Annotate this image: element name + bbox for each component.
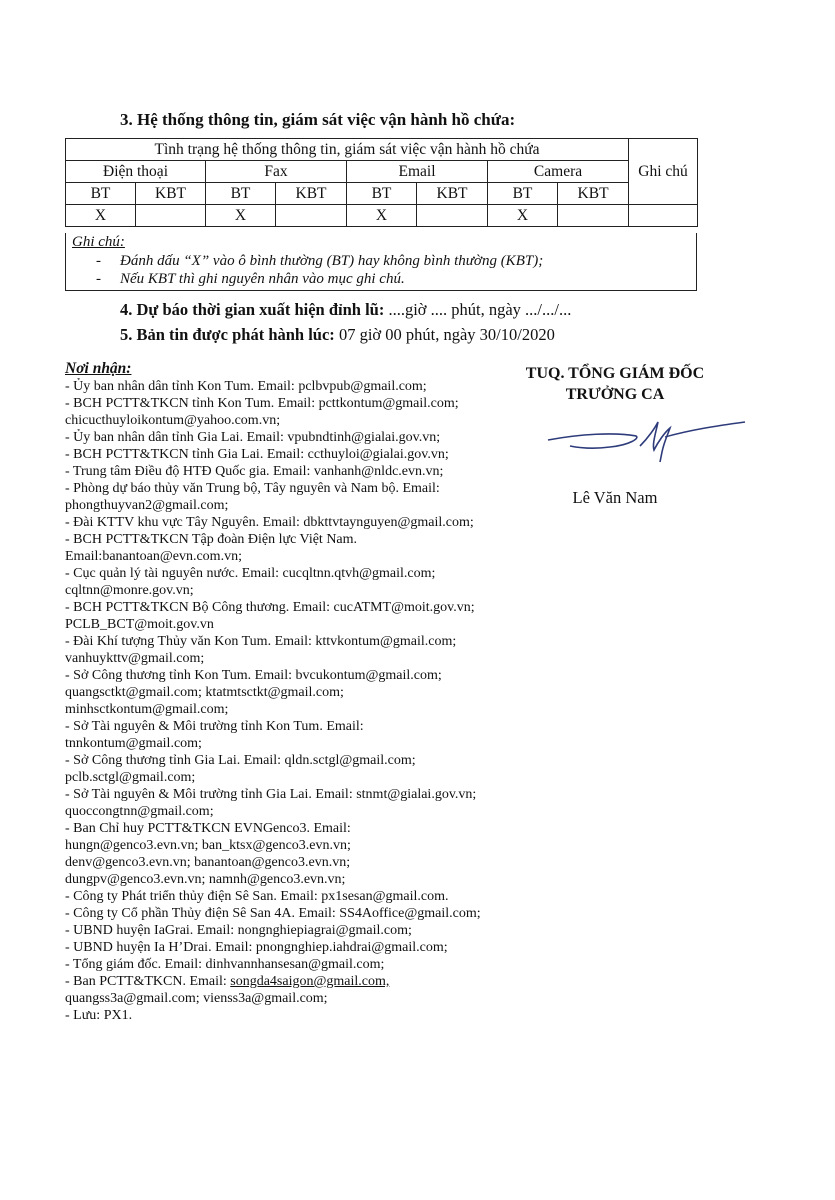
group-email: Email: [347, 161, 488, 183]
note-text: Nếu KBT thì ghi nguyên nhân vào mục ghi chú.: [120, 271, 405, 287]
recipient-text: cqltnn@monre.gov.vn;: [65, 583, 194, 598]
recipient-text: - Ủy ban nhân dân tỉnh Kon Tum. Email: pclbvpub@gmail.com;: [65, 379, 427, 394]
group-phone: Điện thoại: [66, 161, 206, 183]
recipient-text: - BCH PCTT&TKCN tỉnh Gia Lai. Email: ccthuyloi@gialai.gov.vn;: [65, 447, 449, 462]
recipient-text: vanhuykttv@gmail.com;: [65, 651, 205, 666]
section-4-label: 4. Dự báo thời gian xuất hiện đỉnh lũ:: [120, 300, 385, 319]
signer-name: Lê Văn Nam: [572, 488, 658, 507]
recipient-text: - Lưu: PX1.: [65, 1008, 133, 1023]
section-4: [120, 300, 571, 320]
section-5: [120, 325, 555, 345]
recipient-text: - Sở Công thương tỉnh Kon Tum. Email: bvcukontum@gmail.com;: [65, 668, 442, 683]
recipient-line: [65, 480, 545, 497]
recipient-text: dungpv@genco3.evn.vn; namnh@genco3.evn.vn;: [65, 872, 346, 887]
recipient-line: [65, 667, 545, 684]
table-main-header: Tình trạng hệ thống thông tin, giám sát việc vận hành hồ chứa: [66, 139, 629, 161]
recipient-line: [65, 735, 545, 752]
recipient-line: [65, 446, 545, 463]
recipient-text: phongthuyvan2@gmail.com;: [65, 498, 229, 513]
recipient-line: [65, 854, 545, 871]
recipient-text: quangss3a@gmail.com; vienss3a@gmail.com;: [65, 991, 328, 1006]
note-item: - Nếu KBT thì ghi nguyên nhân vào mục ghi chú.: [96, 271, 405, 287]
recipient-text: - UBND huyện Ia H’Drai. Email: pnongnghiep.iahdrai@gmail.com;: [65, 940, 448, 955]
table-notes: [65, 233, 697, 291]
subcol-header: BT: [66, 183, 136, 205]
recipient-line: [65, 548, 545, 565]
signature-line1: TUQ. TỔNG GIÁM ĐỐC: [525, 365, 705, 382]
status-cell: X: [347, 205, 417, 227]
subcol-header: KBT: [136, 183, 206, 205]
recipient-line: [65, 905, 545, 922]
recipient-line: [65, 633, 545, 650]
recipient-line: [65, 429, 545, 446]
recipient-text: - Sở Tài nguyên & Môi trường tỉnh Kon Tum. Email:: [65, 719, 364, 734]
status-cell: [417, 205, 488, 227]
subcol-header: BT: [347, 183, 417, 205]
recipient-line: [65, 803, 545, 820]
recipient-text: - Tổng giám đốc. Email: dinhvannhansesan@gmail.com;: [65, 957, 385, 972]
recipient-line: [65, 531, 545, 548]
recipient-line: [65, 395, 545, 412]
status-cell: X: [206, 205, 276, 227]
subcol-header: BT: [206, 183, 276, 205]
recipient-text: - Công ty Cổ phần Thủy điện Sê San 4A. Email: SS4Aoffice@gmail.com;: [65, 906, 481, 921]
subcol-header: KBT: [417, 183, 488, 205]
recipient-line: [65, 565, 545, 582]
status-cell: [136, 205, 206, 227]
section-5-label: 5. Bản tin được phát hành lúc:: [120, 325, 335, 344]
recipient-text: pclb.sctgl@gmail.com;: [65, 770, 196, 785]
signature-line2: TRƯỞNG CA: [565, 386, 665, 403]
recipient-line: [65, 752, 545, 769]
recipient-text: Email:banantoan@evn.com.vn;: [65, 549, 242, 564]
handwritten-signature: [540, 412, 750, 472]
recipient-line: [65, 701, 545, 718]
recipient-text: tnnkontum@gmail.com;: [65, 736, 202, 751]
recipient-text: PCLB_BCT@moit.gov.vn: [65, 617, 214, 632]
recipients-title: Nơi nhận:: [65, 360, 132, 377]
recipient-text: - Ủy ban nhân dân tỉnh Gia Lai. Email: vpubndtinh@gialai.gov.vn;: [65, 430, 441, 445]
recipient-text: - Cục quản lý tài nguyên nước. Email: cucqltnn.qtvh@gmail.com;: [65, 566, 436, 581]
recipient-text: - UBND huyện IaGrai. Email: nongnghiepiagrai@gmail.com;: [65, 923, 412, 938]
section-4-value: ....giờ .... phút, ngày .../.../...: [388, 300, 572, 319]
recipient-text: quoccongtnn@gmail.com;: [65, 804, 214, 819]
status-cell: X: [488, 205, 558, 227]
recipient-text: - BCH PCTT&TKCN Tập đoàn Điện lực Việt Nam.: [65, 532, 358, 547]
recipient-line: [65, 939, 545, 956]
section-5-value: 07 giờ 00 phút, ngày 30/10/2020: [338, 325, 555, 344]
recipient-line: [65, 973, 545, 990]
recipient-text: denv@genco3.evn.vn; banantoan@genco3.evn.vn;: [65, 855, 351, 870]
recipient-email-link[interactable]: songda4saigon@gmail.com,: [230, 974, 390, 989]
recipient-line: [65, 684, 545, 701]
recipient-line: [65, 599, 545, 616]
recipient-text: - Sở Tài nguyên & Môi trường tỉnh Gia Lai. Email: stnmt@gialai.gov.vn;: [65, 787, 477, 802]
recipient-line: [65, 990, 545, 1007]
recipients-list: [65, 378, 545, 1024]
recipient-text: - BCH PCTT&TKCN Bộ Công thương. Email: cucATMT@moit.gov.vn;: [65, 600, 475, 615]
recipient-text: - Ban PCTT&TKCN. Email:: [65, 974, 231, 989]
recipient-line: [65, 582, 545, 599]
subcol-header: KBT: [276, 183, 347, 205]
recipient-text: - BCH PCTT&TKCN tỉnh Kon Tum. Email: pcttkontum@gmail.com;: [65, 396, 459, 411]
notes-label: Ghi chú:: [72, 234, 125, 250]
recipient-text: - Ban Chỉ huy PCTT&TKCN EVNGenco3. Email:: [65, 821, 351, 836]
section-3-title: 3. Hệ thống thông tin, giám sát việc vận hành hồ chứa:: [120, 110, 516, 129]
recipient-text: - Sở Công thương tỉnh Gia Lai. Email: qldn.sctgl@gmail.com;: [65, 753, 416, 768]
recipient-line: [65, 837, 545, 854]
recipient-text: - Công ty Phát triển thủy điện Sê San. Email: px1sesan@gmail.com.: [65, 889, 449, 904]
note-item: - Đánh dấu “X” vào ô bình thường (BT) hay không bình thường (KBT);: [96, 253, 544, 269]
recipient-line: [65, 786, 545, 803]
status-cell: X: [66, 205, 136, 227]
group-fax: Fax: [206, 161, 347, 183]
recipient-text: hungn@genco3.evn.vn; ban_ktsx@genco3.evn.vn;: [65, 838, 351, 853]
recipient-text: - Phòng dự báo thủy văn Trung bộ, Tây nguyên và Nam bộ. Email:: [65, 481, 440, 496]
recipient-line: [65, 514, 545, 531]
recipient-line: [65, 769, 545, 786]
recipient-line: [65, 378, 545, 395]
status-cell: [558, 205, 629, 227]
recipient-line: [65, 616, 545, 633]
recipient-text: quangsctkt@gmail.com; ktatmtsctkt@gmail.com;: [65, 685, 344, 700]
recipient-line: [65, 888, 545, 905]
recipient-line: [65, 718, 545, 735]
status-cell: [276, 205, 347, 227]
recipient-line: [65, 412, 545, 429]
note-cell: [629, 205, 698, 227]
recipient-line: [65, 922, 545, 939]
recipient-line: [65, 956, 545, 973]
recipient-text: minhsctkontum@gmail.com;: [65, 702, 229, 717]
recipient-line: [65, 650, 545, 667]
subcol-header: KBT: [558, 183, 629, 205]
recipient-text: - Đài KTTV khu vực Tây Nguyên. Email: dbkttvtaynguyen@gmail.com;: [65, 515, 474, 530]
recipient-text: - Đài Khí tượng Thủy văn Kon Tum. Email: kttvkontum@gmail.com;: [65, 634, 457, 649]
note-text: Đánh dấu “X” vào ô bình thường (BT) hay không bình thường (KBT);: [120, 253, 544, 269]
recipient-text: - Trung tâm Điều độ HTĐ Quốc gia. Email: vanhanh@nldc.evn.vn;: [65, 464, 444, 479]
recipient-line: [65, 820, 545, 837]
table-note-header: Ghi chú: [629, 139, 698, 205]
recipient-line: [65, 497, 545, 514]
subcol-header: BT: [488, 183, 558, 205]
group-camera: Camera: [488, 161, 629, 183]
recipient-line: [65, 463, 545, 480]
recipient-line: [65, 871, 545, 888]
status-table: [65, 138, 698, 227]
recipient-line: [65, 1007, 545, 1024]
recipient-text: chicucthuyloikontum@yahoo.com.vn;: [65, 413, 281, 428]
